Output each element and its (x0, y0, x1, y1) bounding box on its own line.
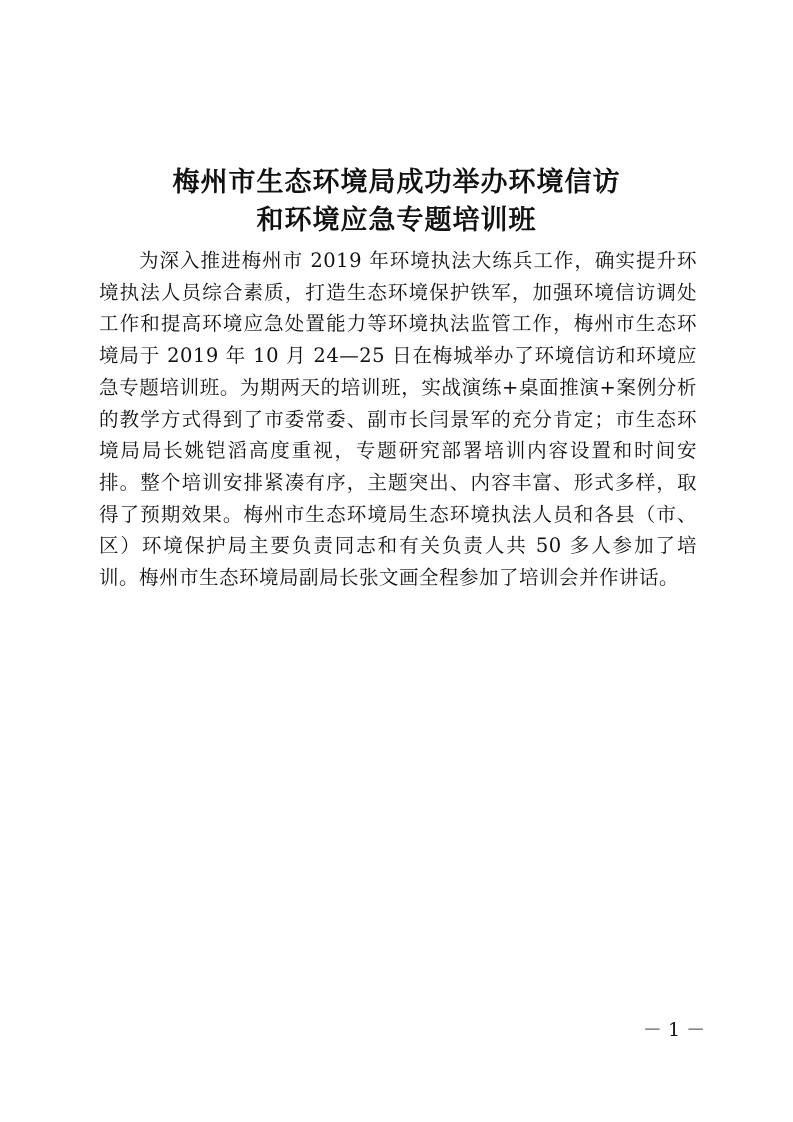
body-paragraph: 为深入推进梅州市 2019 年环境执法大练兵工作，确实提升环境执法人员综合素质，打造生态环境保护铁军，加强环境信访调处工作和提高环境应急处置能力等环境执法监管工作，梅州市生态环境局于 2019 年 10 月 24—25 日在梅城举办了环境信访和环境应急专题培训班。为期两天的培训班，实战演练+桌面推演+案例分析的教学方式得到了市委常委、副市长闫景军的充分肯定；市生态环境局局长姚铠滔高度重视，专题研究部署培训内容设置和时间安排。整个培训安排紧凑有序，主题突出、内容丰富、形式多样，取得了预期效果。梅州市生态环境局生态环境执法人员和各县（市、区）环境保护局主要负责同志和有关负责人共 50 多人参加了培训。梅州市生态环境局副局长张文画全程参加了培训会并作讲话。 (99, 249, 697, 590)
title-line-1: 梅州市生态环境局成功举办环境信访 (172, 167, 621, 199)
title-line-2: 和环境应急专题培训班 (256, 205, 537, 237)
page-number: － 1 － (642, 1019, 706, 1041)
document-title (0, 164, 793, 240)
